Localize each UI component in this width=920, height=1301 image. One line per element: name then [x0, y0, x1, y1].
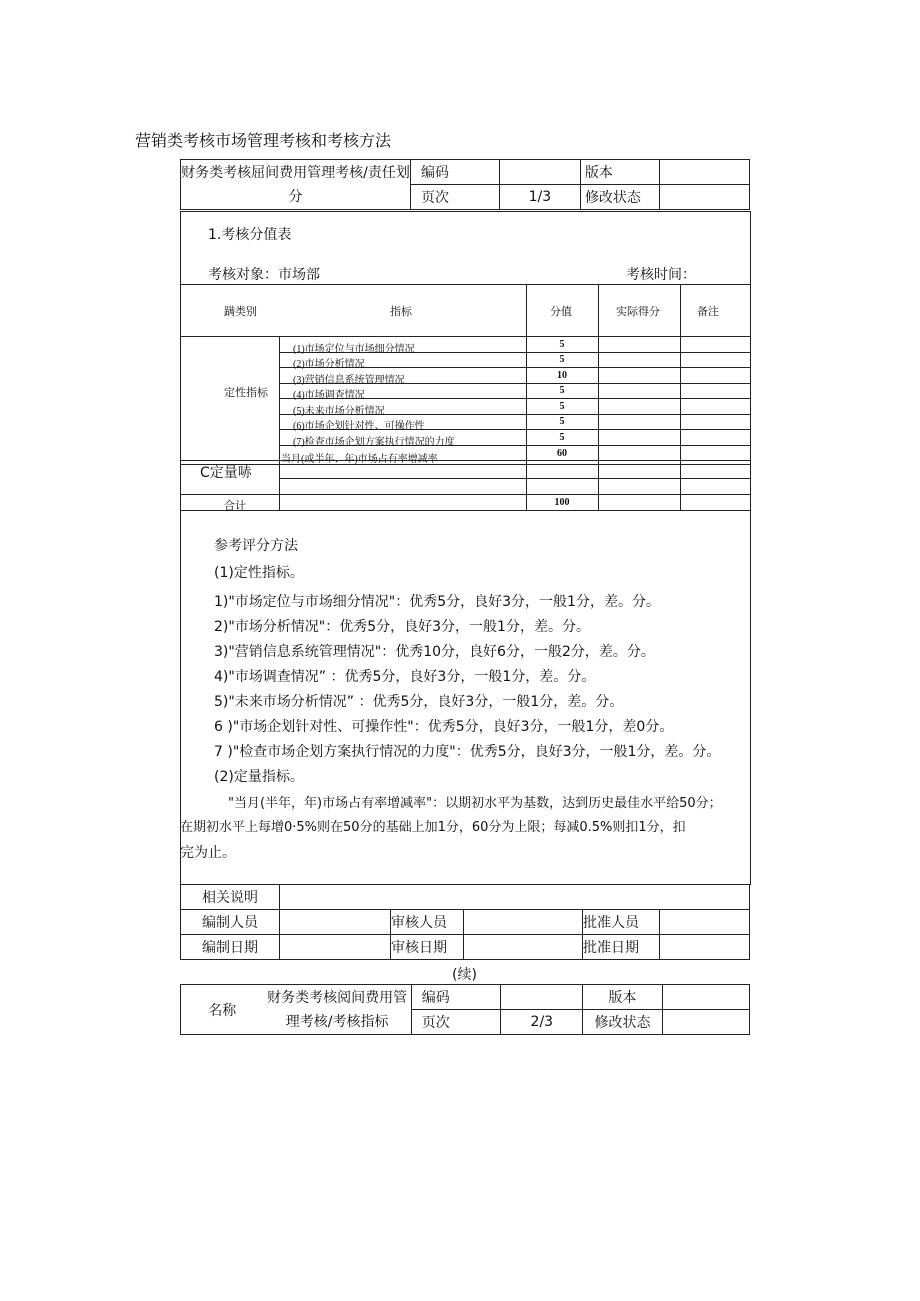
continued-label: (续) — [452, 967, 477, 983]
edit-date-label: 编制日期 — [181, 935, 280, 960]
score-value: 5 — [559, 354, 565, 365]
score-value: 10 — [557, 370, 567, 381]
score-value: 5 — [559, 416, 565, 427]
status-label: 修改状态 — [580, 185, 659, 210]
footer-table — [180, 884, 750, 960]
col-header-indicator: 指标 — [390, 305, 412, 318]
code-label-2: 编码 — [411, 985, 501, 1010]
method-line: 3)"营销信息系统管理情况"：优秀10分，良好6分，一般2分，差。分。 — [214, 644, 655, 660]
review-date-label: 审核日期 — [391, 935, 464, 960]
score-value: 5 — [559, 401, 565, 412]
quant-indicator-row: 当月(或半年、年)市场占有率增减率 — [281, 454, 438, 465]
quant-label: C定量哧 — [200, 465, 252, 481]
total-score: 100 — [554, 497, 570, 508]
assess-time: 考核时间： — [626, 267, 696, 283]
method-para: "当月(半年，年)市场占有率增减率"：以期初水平为基数，达到历史最佳水平给50分； — [228, 796, 722, 811]
method-para: 在期初水平上每增0·5%则在50分的基础上加1分，60分为上限；每减0.5%则扣1分，扣 — [180, 820, 686, 835]
name-label-2: 名称 — [181, 985, 264, 1035]
method-sub2: (2)定量指标。 — [214, 769, 304, 785]
reviewer-label: 审核人员 — [391, 910, 464, 935]
page-value-2: 2/3 — [501, 1010, 583, 1035]
code-value — [499, 160, 580, 185]
total-label: 合计 — [224, 499, 246, 512]
assess-target: 考核对象：市场部 — [208, 267, 320, 283]
header-name: 财务类考核屈间费用管理考核/责任划 — [181, 164, 410, 181]
section-heading: 1.考核分值表 — [208, 227, 292, 243]
header-table-2 — [180, 984, 750, 1035]
related-value — [280, 885, 750, 910]
indicator-row: (2)市场分析情况 — [293, 359, 365, 370]
page-label-2: 页次 — [411, 1010, 501, 1035]
score-value: 5 — [559, 432, 565, 443]
indicator-row: (5)未来市场分析情况 — [293, 406, 385, 417]
approver-label: 批准人员 — [583, 910, 660, 935]
indicator-row: (6)市场企划针对性、可操作性 — [293, 421, 425, 432]
header-table-1 — [180, 159, 750, 210]
method-line: 5)"未来市场分析情况” ：优秀5分，良好3分，一般1分，差。分。 — [214, 694, 624, 710]
version-value — [659, 160, 749, 185]
header-name-cell — [181, 160, 411, 210]
quant-score-value: 60 — [557, 448, 567, 459]
method-heading: 参考评分方法 — [214, 538, 298, 554]
indicator-row: (3)营销信息系统管理情况 — [293, 375, 405, 386]
page-value: 1/3 — [499, 185, 580, 210]
method-para: 完为止。 — [180, 845, 236, 861]
indicator-row: (1)市场定位与市场细分情况 — [293, 344, 415, 355]
score-value: 5 — [559, 339, 565, 350]
col-header-remark: 备注 — [697, 305, 719, 318]
indicator-row: (4)市场调查情况 — [293, 390, 365, 401]
code-label: 编码 — [411, 160, 500, 185]
version-label-2: 版本 — [583, 985, 663, 1010]
score-value: 5 — [559, 385, 565, 396]
method-sub1: (1)定性指标。 — [214, 565, 304, 581]
header-name-2 — [264, 985, 412, 1035]
editor-label: 编制人员 — [181, 910, 280, 935]
header-name-2-line1: 财务类考核阅间费用管 — [267, 989, 408, 1006]
status-value — [659, 185, 749, 210]
col-header-category: 蹒类别 — [224, 305, 257, 318]
method-line: 4)"市场调查情况” ：优秀5分，良好3分，一般1分，差。分。 — [214, 669, 596, 685]
document-title: 营销类考核市场管理考核和考核方法 — [135, 131, 392, 150]
header-name-wrap: 分 — [288, 188, 303, 205]
col-header-score: 分值 — [550, 305, 572, 318]
approve-date-label: 批准日期 — [583, 935, 660, 960]
related-label: 相关说明 — [181, 885, 280, 910]
qualitative-label: 定性指标 — [224, 386, 268, 399]
version-label: 版本 — [580, 160, 659, 185]
col-header-actual: 实际得分 — [616, 305, 660, 318]
method-line: 7 )"检查市场企划方案执行情况的力度"：优秀5分，良好3分，一般1分，差。分。 — [214, 744, 721, 760]
header-name-2-line2: 理考核/考核指标 — [285, 1013, 389, 1030]
status-label-2: 修改状态 — [583, 1010, 663, 1035]
method-line: 1)"市场定位与市场细分情况"：优秀5分，良好3分，一般1分，差。分。 — [214, 594, 660, 610]
indicator-row: (7)检查市场企划方案执行情况的力度 — [293, 437, 455, 448]
method-line: 2)"市场分析情况"：优秀5分，良好3分，一般1分，差。分。 — [214, 619, 590, 635]
page-label: 页次 — [411, 185, 500, 210]
method-line: 6 )"市场企划针对性、可操作性"：优秀5分，良好3分，一般1分，差0分。 — [214, 719, 674, 735]
